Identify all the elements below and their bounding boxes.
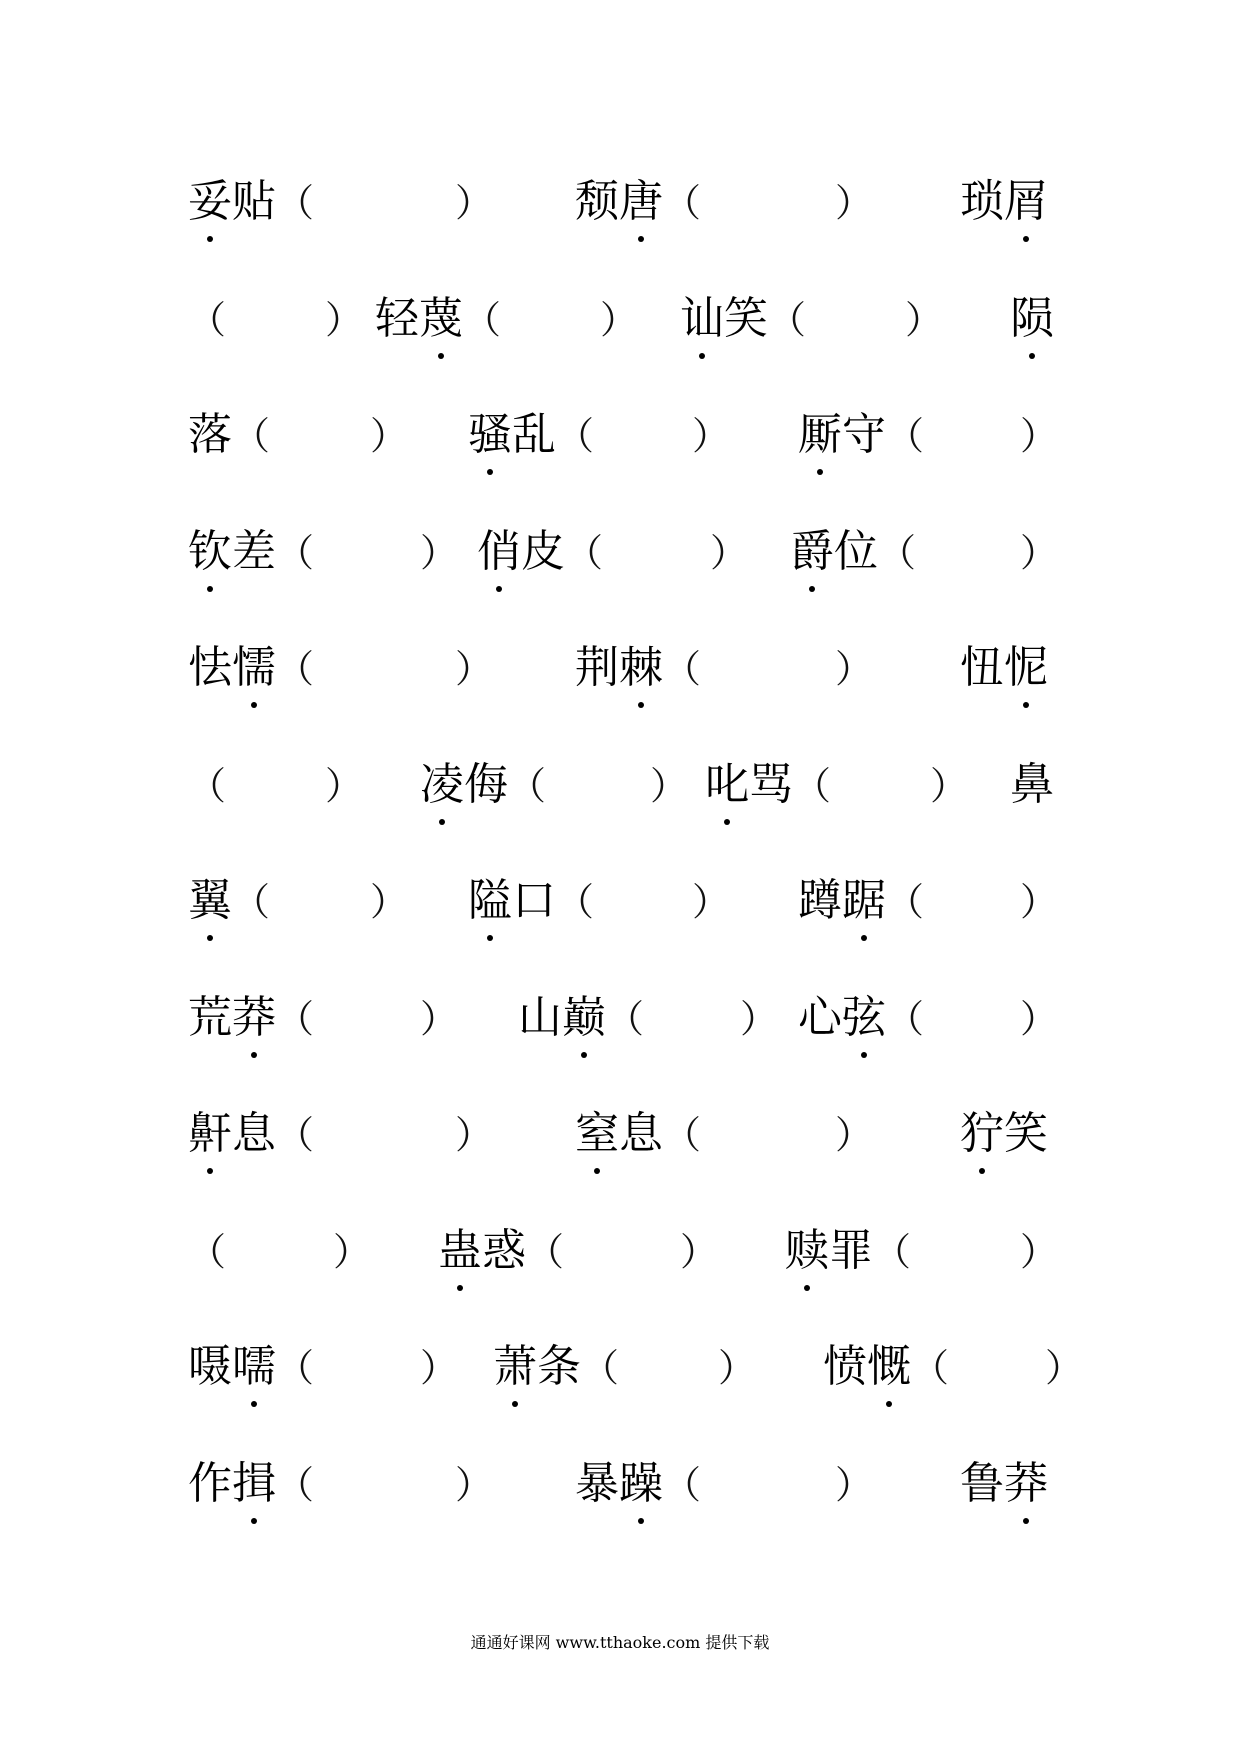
line-segment: ） <box>333 1229 372 1274</box>
line-segment: 俏皮（ <box>477 522 603 583</box>
line-segment: 荆棘（ <box>575 638 701 699</box>
line-segment: ） <box>1020 880 1059 924</box>
line-segment: 萧条（ <box>493 1337 619 1398</box>
line-segment: ） <box>710 530 749 575</box>
line-segment: 落（ <box>188 409 271 460</box>
line-segment: ） <box>455 647 494 691</box>
line-segment: ） <box>1020 1229 1059 1274</box>
line-segment: 愤慨（ <box>823 1337 949 1398</box>
line-segment: ） <box>455 1113 494 1157</box>
line-segment: 琐屑 <box>960 172 1048 232</box>
line-segment: ） <box>835 181 874 225</box>
line-segment: 蹲踞（ <box>798 871 924 932</box>
line-segment: 窒息（ <box>575 1104 701 1165</box>
line-segment: 嗫嚅（ <box>188 1337 314 1398</box>
footer-credit: 通通好课网 www.tthaoke.com 提供下载 <box>470 1633 770 1652</box>
worksheet-line <box>0 988 1240 1048</box>
line-segment: 荒莽（ <box>188 988 314 1049</box>
worksheet-line <box>0 289 1240 349</box>
line-segment: ） <box>455 181 494 225</box>
line-segment: ） <box>718 1346 757 1390</box>
line-segment: 赎罪（ <box>785 1221 911 1282</box>
worksheet-line <box>0 1337 1240 1397</box>
line-segment: ） <box>325 763 364 808</box>
line-segment: ） <box>905 297 944 342</box>
line-segment: ） <box>370 880 409 924</box>
line-segment: ） <box>835 1113 874 1157</box>
line-segment: ） <box>1020 414 1059 458</box>
line-segment: 讪笑（ <box>680 289 806 350</box>
worksheet-line <box>0 755 1240 815</box>
line-segment: ） <box>370 414 409 458</box>
line-segment: ） <box>420 1346 459 1390</box>
worksheet-line <box>0 405 1240 465</box>
line-segment: 妥贴（ <box>188 172 314 233</box>
line-segment: 骚乱（ <box>468 405 594 466</box>
line-segment: ） <box>740 996 779 1041</box>
worksheet-line <box>0 1104 1240 1164</box>
line-segment: 翼（ <box>188 871 270 932</box>
line-segment: ） <box>325 297 364 342</box>
line-segment: 作揖（ <box>188 1454 314 1515</box>
line-segment: 爵位（ <box>790 522 916 583</box>
line-segment: ） <box>835 647 874 691</box>
line-segment: 暴躁（ <box>575 1454 701 1515</box>
line-segment: ） <box>1045 1346 1084 1390</box>
line-segment: 山巅（ <box>518 988 644 1049</box>
line-segment: 心弦（ <box>798 988 924 1049</box>
line-segment: ） <box>455 1462 494 1507</box>
worksheet-line <box>0 1454 1240 1514</box>
worksheet-line <box>0 638 1240 698</box>
line-segment: （ <box>188 1229 227 1274</box>
line-segment: 凌侮（ <box>420 755 546 816</box>
line-segment: ） <box>420 996 459 1041</box>
line-segment: ） <box>420 530 459 575</box>
line-segment: ） <box>650 763 689 808</box>
line-segment: ） <box>835 1462 874 1507</box>
line-segment: 隘口（ <box>468 871 594 932</box>
line-segment: 蛊惑（ <box>438 1221 564 1282</box>
line-segment: 叱骂（ <box>705 755 831 816</box>
line-segment: ） <box>1020 530 1059 575</box>
line-segment: ） <box>930 763 969 808</box>
line-segment: 狞笑 <box>960 1104 1048 1164</box>
line-segment: （ <box>188 297 227 342</box>
line-segment: 颓唐（ <box>575 172 701 233</box>
line-segment: 钦差（ <box>188 522 314 583</box>
line-segment: 怯懦（ <box>188 638 314 699</box>
line-segment: ） <box>692 880 731 924</box>
line-segment: 忸怩 <box>960 638 1048 698</box>
worksheet-line <box>0 522 1240 582</box>
line-segment: 厮守（ <box>798 405 924 466</box>
worksheet-line <box>0 172 1240 232</box>
worksheet-line <box>0 871 1240 931</box>
line-segment: 陨 <box>1010 289 1054 349</box>
line-segment: ） <box>1020 996 1059 1041</box>
line-segment: （ <box>188 763 227 808</box>
line-segment: 轻蔑（ <box>375 289 501 350</box>
line-segment: ） <box>600 297 639 342</box>
line-segment: 鼾息（ <box>188 1104 314 1165</box>
line-segment: ） <box>680 1229 719 1274</box>
line-segment: ） <box>692 414 731 458</box>
line-segment: 鲁莽 <box>960 1454 1048 1514</box>
line-segment: 鼻 <box>1010 758 1054 810</box>
worksheet-line <box>0 1221 1240 1281</box>
